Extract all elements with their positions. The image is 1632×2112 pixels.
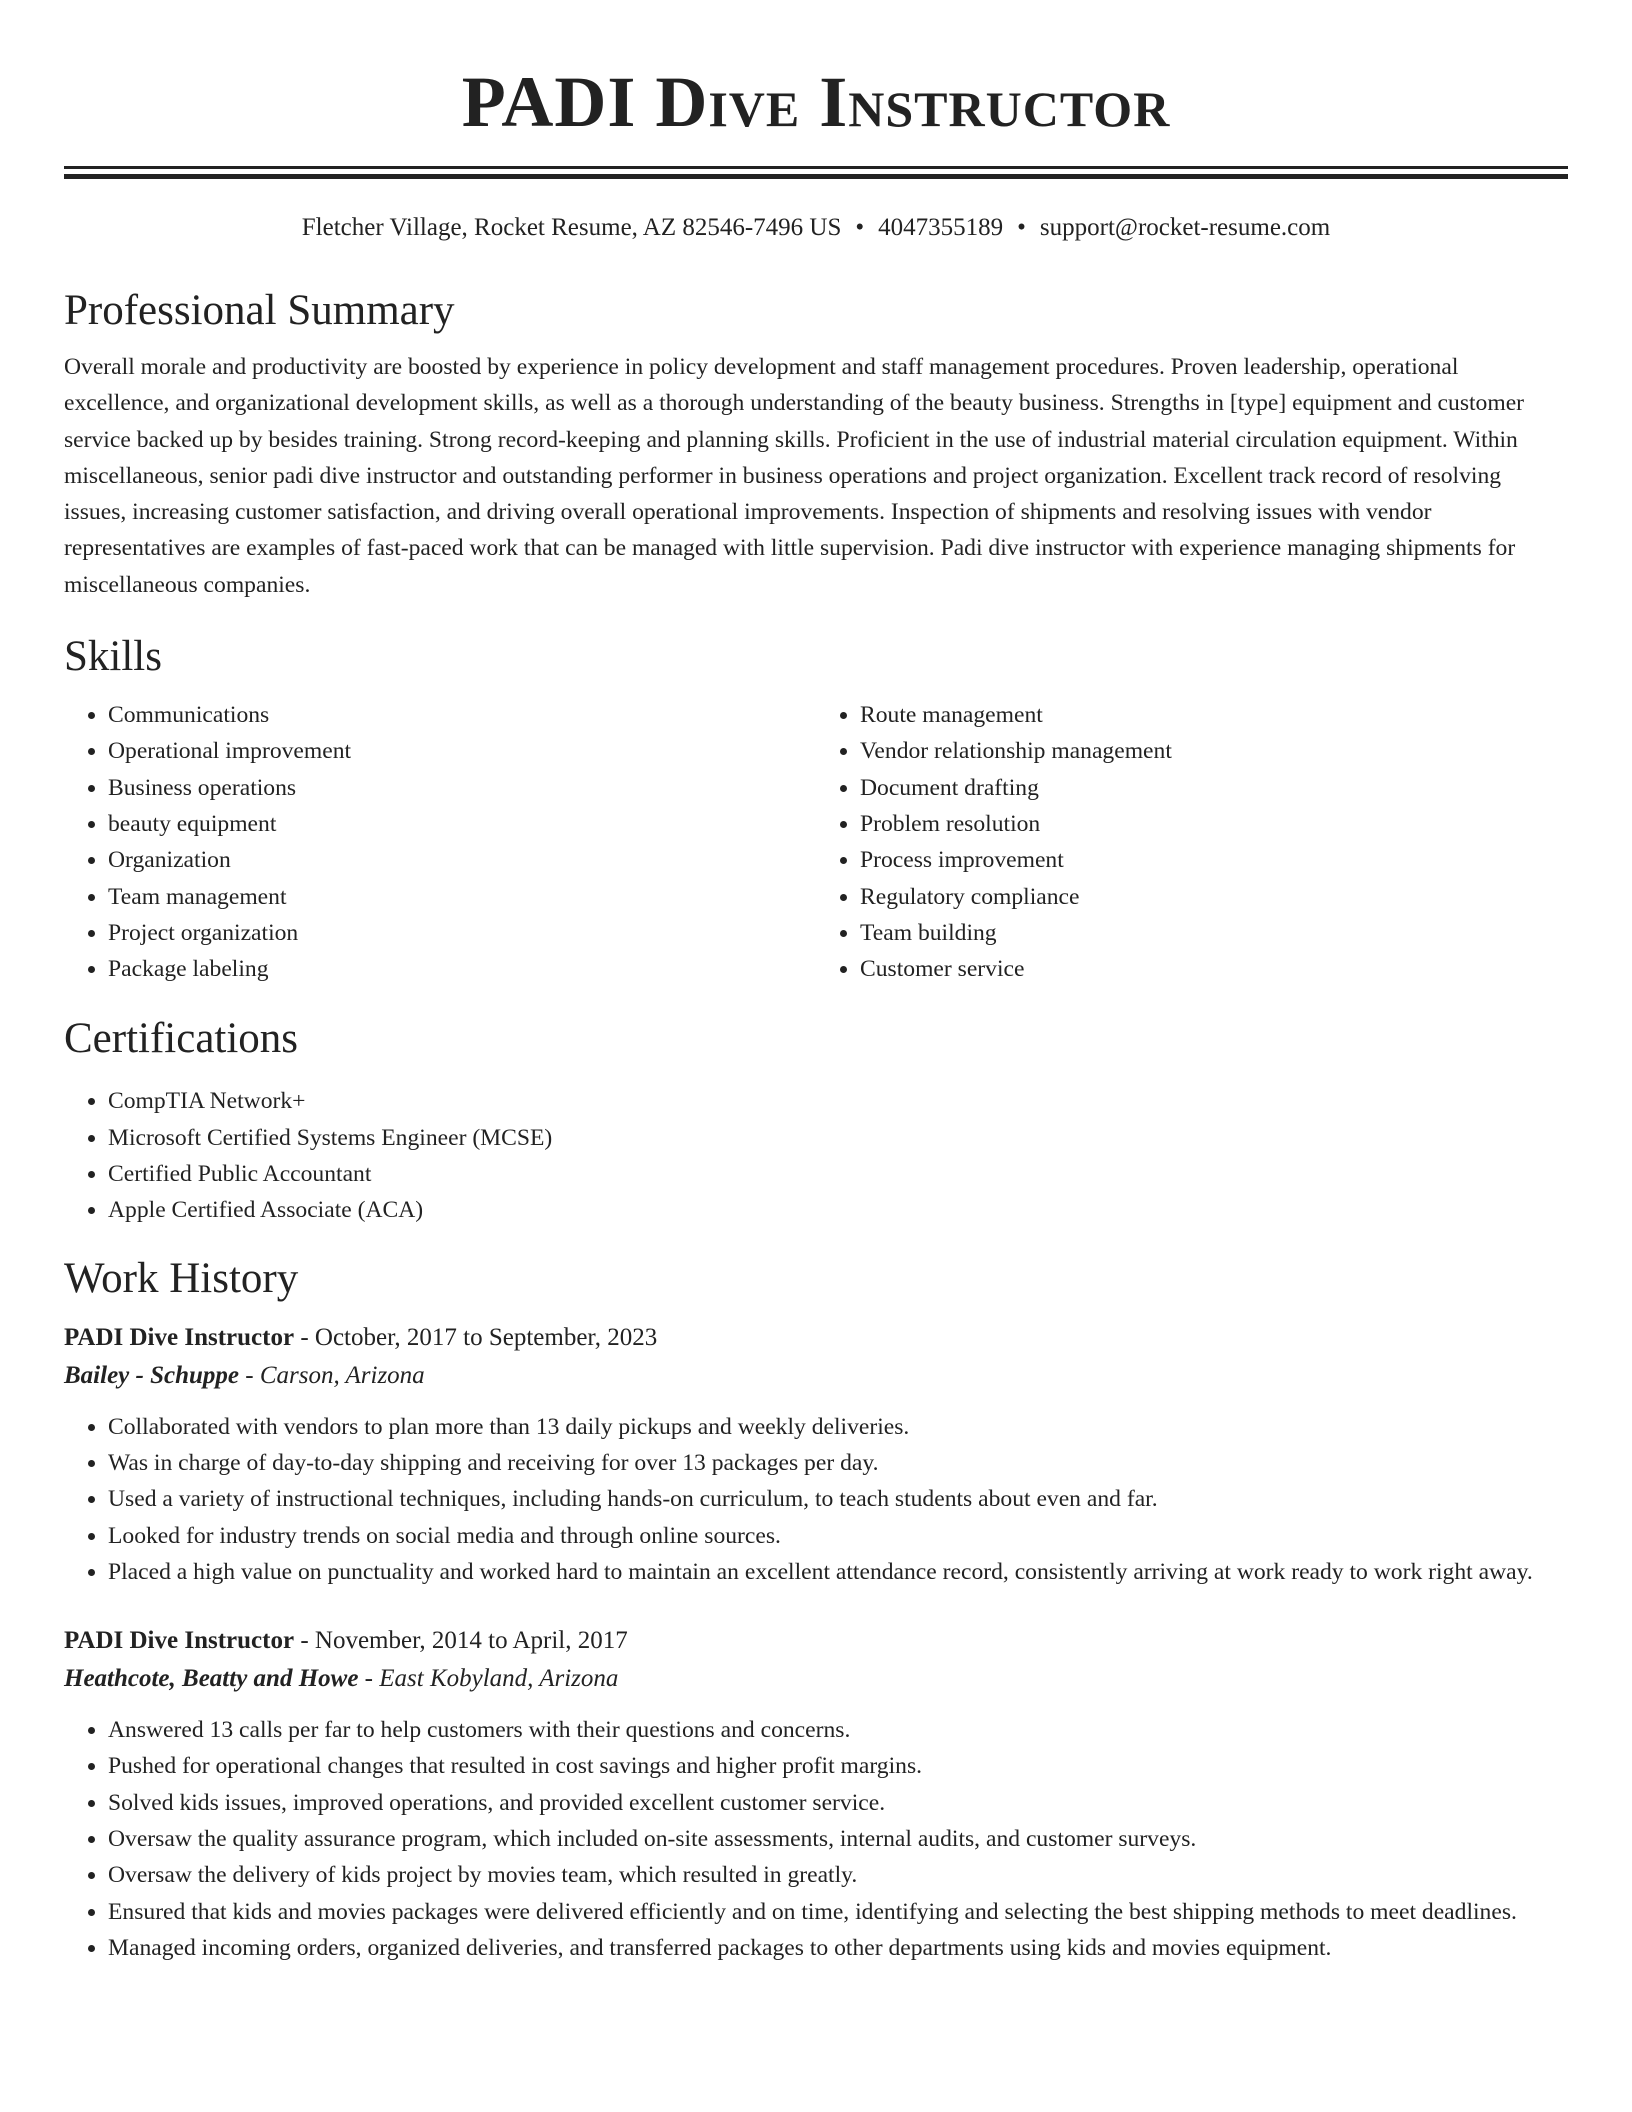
skill-item: • Project organization bbox=[108, 915, 816, 951]
skill-item: • Route management bbox=[860, 697, 1568, 733]
skill-item: • Package labeling bbox=[108, 951, 816, 987]
job-entry bbox=[64, 1319, 1568, 1590]
job-bullets bbox=[64, 1712, 1568, 1966]
contact-email: support@rocket-resume.com bbox=[1039, 214, 1331, 241]
header-rule-bottom bbox=[64, 174, 1568, 179]
skill-item: • Communications bbox=[108, 697, 816, 733]
job-bullet: • Was in charge of day-to-day shipping and receiving for over 13 packages per day. bbox=[108, 1445, 1568, 1481]
skill-item: • Regulatory compliance bbox=[860, 879, 1568, 915]
certification-item: • Apple Certified Associate (ACA) bbox=[108, 1192, 1568, 1228]
contact-separator: • bbox=[1017, 214, 1026, 241]
contact-separator: • bbox=[855, 214, 865, 241]
skills-heading: Skills bbox=[64, 633, 162, 681]
contact-address: Fletcher Village, Rocket Resume, AZ 82546-7496 US bbox=[301, 214, 842, 241]
skill-item: • Problem resolution bbox=[860, 806, 1568, 842]
summary-heading: Professional Summary bbox=[64, 287, 455, 334]
contact-line bbox=[64, 213, 1568, 243]
summary-text: Overall morale and productivity are boosted by experience in policy development and staff management procedures. Proven leadership, operational excellence, and organizational development skills, as well as a thorough understanding of the beauty business. Strengths in [type] equipment and customer service backed up by besides training. Strong record-keeping and planning skills. Proficient in the use of industrial material circulation equipment. Within miscellaneous, senior padi dive instructor and outstanding performer in business operations and project organization. Excellent track record of resolving issues, increasing customer satisfaction, and driving overall operational improvements. Inspection of shipments and resolving issues with vendor representatives are examples of fast-paced work that can be managed with little supervision. Padi dive instructor with experience managing shipments for miscellaneous companies. bbox=[64, 354, 1525, 598]
skills-columns bbox=[64, 697, 1568, 987]
certification-item: • Microsoft Certified Systems Engineer (MCSE) bbox=[108, 1120, 1568, 1156]
job-entry bbox=[64, 1622, 1568, 1966]
skill-item: • Vendor relationship management bbox=[860, 733, 1568, 769]
job-company-line bbox=[64, 1357, 1568, 1395]
skills-list-right bbox=[816, 697, 1568, 987]
job-company: Heathcote, Beatty and Howe bbox=[64, 1665, 359, 1693]
job-bullet: • Pushed for operational changes that resulted in cost savings and higher profit margins. bbox=[108, 1748, 1568, 1784]
skill-item: • Operational improvement bbox=[108, 733, 816, 769]
job-bullet: • Ensured that kids and movies packages were delivered efficiently and on time, identifying and selecting the best shipping methods to meet deadlines. bbox=[108, 1894, 1568, 1930]
skill-item: • Process improvement bbox=[860, 842, 1568, 878]
job-bullet: • Collaborated with vendors to plan more than 13 daily pickups and weekly deliveries. bbox=[108, 1409, 1568, 1445]
job-bullet: • Looked for industry trends on social media and through online sources. bbox=[108, 1518, 1568, 1554]
contact-phone: 4047355189 bbox=[878, 214, 1004, 241]
certification-item: • Certified Public Accountant bbox=[108, 1156, 1568, 1192]
certification-item: • CompTIA Network+ bbox=[108, 1083, 1568, 1119]
job-location: - East Kobyland, Arizona bbox=[358, 1665, 619, 1693]
job-bullet: • Solved kids issues, improved operations, and provided excellent customer service. bbox=[108, 1785, 1568, 1821]
job-bullet: • Used a variety of instructional techniques, including hands-on curriculum, to teach students about even and far. bbox=[108, 1481, 1568, 1517]
skill-item: • Organization bbox=[108, 842, 816, 878]
skills-list-left bbox=[64, 697, 816, 987]
job-title: PADI Dive Instructor bbox=[64, 1323, 295, 1351]
job-company: Bailey - Schuppe bbox=[64, 1361, 239, 1389]
job-header bbox=[64, 1319, 1568, 1357]
job-bullet: • Answered 13 calls per far to help customers with their questions and concerns. bbox=[108, 1712, 1568, 1748]
job-bullet: • Oversaw the quality assurance program, which included on-site assessments, internal audits, and customer surveys. bbox=[108, 1821, 1568, 1857]
certifications-heading: Certifications bbox=[64, 1015, 299, 1063]
skill-item: • Team building bbox=[860, 915, 1568, 951]
job-bullet: • Placed a high value on punctuality and worked hard to maintain an excellent attendance record, consistently arriving at work ready to work right away. bbox=[108, 1554, 1568, 1590]
header-rule-top bbox=[64, 166, 1568, 169]
job-title: PADI Dive Instructor bbox=[64, 1627, 295, 1655]
job-bullet: • Oversaw the delivery of kids project by movies team, which resulted in greatly. bbox=[108, 1857, 1568, 1893]
job-dates: - November, 2014 to April, 2017 bbox=[294, 1627, 628, 1655]
resume-name: PADI Dive Instructor bbox=[461, 62, 1171, 142]
job-company-line bbox=[64, 1660, 1568, 1698]
work-history-heading: Work History bbox=[64, 1254, 299, 1302]
skill-item: • beauty equipment bbox=[108, 806, 816, 842]
skill-item: • Document drafting bbox=[860, 770, 1568, 806]
job-bullet: • Managed incoming orders, organized deliveries, and transferred packages to other departments using kids and movies equipment. bbox=[108, 1930, 1568, 1966]
job-bullets bbox=[64, 1409, 1568, 1590]
skill-item: • Customer service bbox=[860, 951, 1568, 987]
skill-item: • Team management bbox=[108, 879, 816, 915]
skill-item: • Business operations bbox=[108, 770, 816, 806]
job-location: - Carson, Arizona bbox=[239, 1361, 425, 1389]
certifications-list bbox=[64, 1083, 1568, 1228]
job-dates: - October, 2017 to September, 2023 bbox=[294, 1323, 658, 1351]
job-header bbox=[64, 1622, 1568, 1660]
